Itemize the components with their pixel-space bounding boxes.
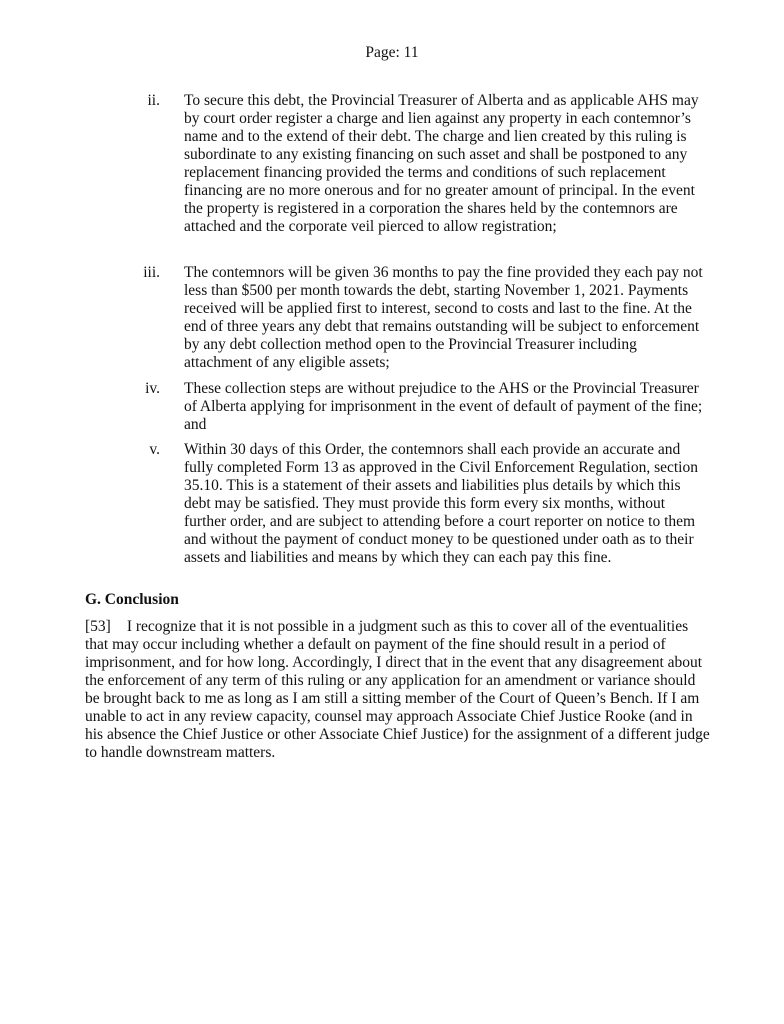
page-number: Page: 11 — [365, 44, 419, 61]
list-item-number: v. — [149, 441, 160, 458]
list-item-number: iii. — [143, 264, 160, 281]
list-item-text: These collection steps are without prejudice to the AHS or the Provincial Treasurer of Alberta applying for imprisonment in the event of default of payment of the fine; and — [184, 380, 703, 433]
paragraph-number: [53] — [85, 618, 111, 635]
list-item-text: To secure this debt, the Provincial Treasurer of Alberta and as applicable AHS may by court order register a charge and lien against any property in each contemnor’s name and to the extend of their debt. The charge and lien created by this ruling is subordinate to any existing financing on such asset and shall be postponed to any replacement financing provided the terms and conditions of such replacement financing are no more onerous and for no greater amount of principal. In the event the property is registered in a corporation the shares held by the contemnors are attached and the corporate veil pierced to allow registration; — [184, 92, 699, 235]
list-item-text: The contemnors will be given 36 months to pay the fine provided they each pay not less than $500 per month towards the debt, starting November 1, 2021. Payments received will be applied first to interest, second to costs and last to the fine. At the end of three years any debt that remains outstanding will be subject to enforcement by any debt collection method open to the Provincial Treasurer including attachment of any eligible assets; — [184, 264, 703, 371]
list-item-number: ii. — [147, 92, 160, 109]
paragraph — [85, 618, 710, 762]
section-heading: G. Conclusion — [85, 591, 179, 608]
paragraph-text: I recognize that it is not possible in a judgment such as this to cover all of the eventualities that may occur including whether a default on payment of the fine should result in a period of imprisonment, and for how long. Accordingly, I direct that in the event that any disagreement about the enforcement of any term of this ruling or any application for an amendment or variance should be brought back to me as long as I am still a sitting member of the Court of Queen’s Bench. If I am unable to act in any review capacity, counsel may approach Associate Chief Justice Rooke (and in his absence the Chief Justice or other Associate Chief Justice) for the assignment of a different judge to handle downstream matters. — [85, 618, 710, 761]
list-item-text: Within 30 days of this Order, the contemnors shall each provide an accurate and fully completed Form 13 as approved in the Civil Enforcement Regulation, section 35.10. This is a statement of their assets and liabilities plus details by which this debt may be satisfied. They must provide this form every six months, without further order, and are subject to attending before a court reporter on notice to them and without the payment of conduct money to be questioned under oath as to their assets and liabilities and means by which they can each pay this fine. — [184, 441, 698, 566]
list-item-number: iv. — [145, 380, 160, 397]
